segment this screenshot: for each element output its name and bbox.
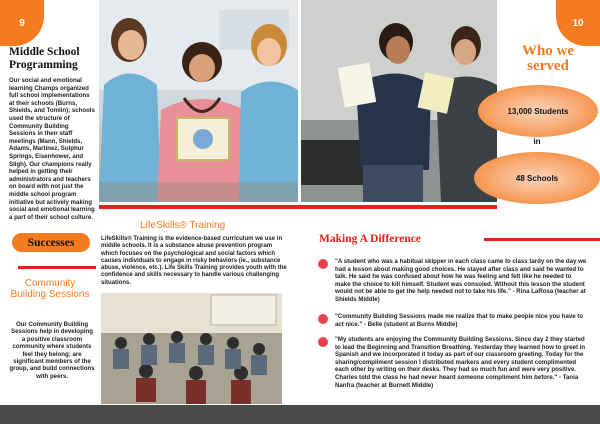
divider-line-top — [99, 205, 497, 209]
middle-school-title: Middle School Programming — [9, 46, 80, 71]
page-number-left-text: 9 — [19, 17, 25, 29]
students-count-badge — [478, 85, 598, 137]
successes-badge — [12, 233, 90, 252]
divider-line-difference — [484, 238, 600, 241]
schools-count-badge — [474, 152, 600, 204]
bullet-dot-icon — [318, 337, 328, 347]
photo-classroom-circle — [101, 293, 282, 404]
quote-text: "Community Building Sessions made me realize that to make people nice you have to act nice." - Belle (student at Burns Middle) — [335, 313, 584, 328]
community-building-body: Our Community Building Sessions help in developing a positive classroom community where students feel they belong; are significant members of the group, and build connections with peers. — [9, 321, 95, 380]
lifeskills-body: LifeSkills® Training is the evidence-based curriculum we use in middle schools. It is a substance abuse prevention program which focuses on the psychological and social factors which causes individuals to engage in risky behaviors (ie., substance abuse, violence, etc.). Life Skills Training provides youth with the confidence and skills necessary to handle various challenging situations. — [101, 236, 287, 286]
page-number-left — [0, 0, 44, 46]
photo-students-writing — [301, 0, 497, 202]
middle-school-body: Our social and emotional learning Champs organized full school implementations at their schools (Burns, Shields, and Tomlin); schools used the structure of Community Building Sessions in their staff meetings (Mann, Shields, Adams, Martinez, Sulphur Springs, Eisenhower, and Sligh). Our champions really helped in getting their administrators and teachers on board with not just the middle school program initiative but actively making social and emotional learning a part of their school culture. — [9, 77, 95, 221]
successes-label: Successes — [27, 236, 75, 249]
bullet-dot-icon — [318, 314, 328, 324]
page-number-right — [556, 0, 600, 46]
quote-text: "A student who was a habitual skipper in each class came to class tardy on the day we had a lesson about making good choices. He stayed after class and said he wanted to talk. He said he was confused about how he was feeling and felt like he needed to make the choice to kill himself. Student was consoled. Without this lesson the student would not be able to get the help needed not to take his life." - Rina LaRosa (teacher at Shields Middle) — [335, 258, 587, 303]
divider-line-successes — [18, 266, 96, 269]
quote-item — [318, 313, 588, 328]
who-we-served-connector: in — [533, 137, 541, 146]
photo-staff-group-image — [99, 0, 298, 202]
students-count-text: 13,000 Students — [507, 106, 569, 116]
community-building-title: Community Building Sessions — [10, 278, 90, 300]
who-we-served-title: Who we served — [521, 43, 575, 74]
photo-staff-group — [99, 0, 298, 202]
making-a-difference-title: Making A Difference — [319, 233, 421, 245]
photo-classroom-circle-image — [101, 293, 282, 404]
photo-students-writing-image — [301, 0, 497, 202]
bullet-dot-icon — [318, 259, 328, 269]
footer-bar — [0, 405, 600, 424]
quote-item — [318, 336, 588, 389]
quote-text: "My students are enjoying the Community Building Sessions. Since day 2 they started to lead the Beginning and Transition Breathing. Yesterday they learned how to greet in Spanish and we incorporated it today as part of our classroom greeting. Today for the sharing/compliment session I distributed markers and every student complimented each other by writing on their desks. They had so much fun and were very positive. Charles told the class he had never heard someone compliment him before." - Tania Nanfra (teacher at Burnett Middle) — [335, 336, 586, 389]
lifeskills-title: LifeSkills® Training — [140, 220, 226, 231]
quote-item — [318, 258, 588, 304]
schools-count-text: 48 Schools — [515, 173, 559, 183]
page-number-right-text: 10 — [572, 17, 584, 29]
